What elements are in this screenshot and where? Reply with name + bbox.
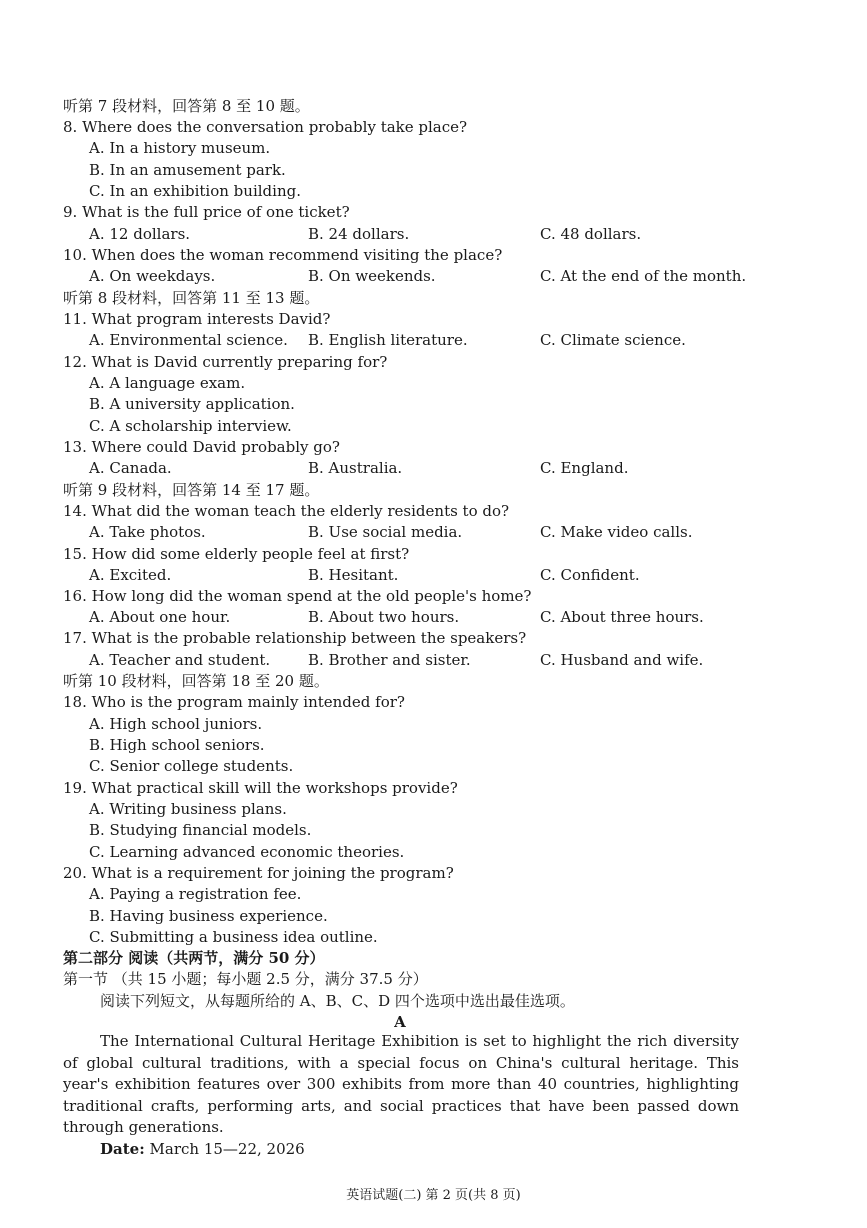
question-9-option-a: A. 12 dollars. [89,225,191,243]
question-11-option-a: A. Environmental science. [89,331,288,349]
reading-instruction: 阅读下列短文，从每题所给的 A、B、C、D 四个选项中选出最佳选项。 [100,992,575,1010]
question-14-stem: 14. What did the woman teach the elderly residents to do? [63,502,510,520]
question-17-stem: 17. What is the probable relationship between the speakers? [63,629,527,647]
question-13-option-c: C. England. [540,459,629,477]
question-11-option-c: C. Climate science. [540,331,686,349]
part-two-title: 第二部分 阅读（共两节，满分 50 分） [63,949,325,967]
question-11-option-b: B. English literature. [308,331,468,349]
question-18-option-c: C. Senior college students. [89,757,294,775]
question-18-option-a: A. High school juniors. [89,715,263,733]
question-14-option-a: A. Take photos. [89,523,206,541]
page-footer: 英语试题(二) 第 2 页(共 8 页) [346,1188,521,1203]
question-17-option-a: A. Teacher and student. [89,651,271,669]
question-10-option-b: B. On weekends. [308,267,436,285]
question-8-option-b: B. In an amusement park. [89,161,286,179]
question-13-option-a: A. Canada. [89,459,172,477]
question-18-option-b: B. High school seniors. [89,736,265,754]
question-11-stem: 11. What program interests David? [63,310,331,328]
question-13-option-b: B. Australia. [308,459,403,477]
question-14-option-b: B. Use social media. [308,523,463,541]
question-16-option-b: B. About two hours. [308,608,460,626]
date-label: Date: [100,1140,145,1158]
question-16-option-c: C. About three hours. [540,608,704,626]
passage-letter: A [394,1013,406,1031]
question-20-stem: 20. What is a requirement for joining the program? [63,864,454,882]
question-20-option-b: B. Having business experience. [89,907,328,925]
question-20-option-a: A. Paying a registration fee. [89,885,302,903]
question-19-stem: 19. What practical skill will the workshops provide? [63,779,458,797]
question-9-option-b: B. 24 dollars. [308,225,410,243]
date-value: March 15—22, 2026 [149,1140,305,1158]
question-8-option-a: A. In a history museum. [89,139,271,157]
question-16-option-a: A. About one hour. [89,608,231,626]
question-9-option-c: C. 48 dollars. [540,225,642,243]
question-20-option-c: C. Submitting a business idea outline. [89,928,378,946]
question-12-option-a: A. A language exam. [89,374,246,392]
question-15-option-b: B. Hesitant. [308,566,399,584]
section-one-title: 第一节 （共 15 小题；每小题 2.5 分，满分 37.5 分） [63,970,428,988]
question-19-option-b: B. Studying financial models. [89,821,312,839]
question-8-stem: 8. Where does the conversation probably take place? [63,118,468,136]
segment-10-header: 听第 10 段材料，回答第 18 至 20 题。 [63,672,329,690]
question-12-stem: 12. What is David currently preparing for? [63,353,388,371]
segment-8-header: 听第 8 段材料，回答第 11 至 13 题。 [63,289,320,307]
question-15-stem: 15. How did some elderly people feel at first? [63,545,410,563]
question-17-option-c: C. Husband and wife. [540,651,704,669]
segment-7-header: 听第 7 段材料，回答第 8 至 10 题。 [63,97,310,115]
question-10-option-a: A. On weekdays. [89,267,216,285]
question-15-option-a: A. Excited. [89,566,172,584]
segment-9-header: 听第 9 段材料，回答第 14 至 17 题。 [63,481,320,499]
question-17-option-b: B. Brother and sister. [308,651,471,669]
date-line [100,1139,305,1159]
question-10-option-c: C. At the end of the month. [540,267,747,285]
question-15-option-c: C. Confident. [540,566,640,584]
question-18-stem: 18. Who is the program mainly intended for? [63,693,405,711]
passage-paragraph: The International Cultural Heritage Exhibition is set to highlight the rich diversity of global cultural traditions, with a special focus on China's cultural heritage. This year's exhibition features over 300 exhibits from more than 40 countries, highlighting traditional crafts, performing arts, and social practices that have been passed down through generations. [63,1032,739,1136]
question-10-stem: 10. When does the woman recommend visiting the place? [63,246,503,264]
question-12-option-b: B. A university application. [89,395,295,413]
question-14-option-c: C. Make video calls. [540,523,693,541]
question-9-stem: 9. What is the full price of one ticket? [63,203,350,221]
question-13-stem: 13. Where could David probably go? [63,438,340,456]
question-8-option-c: C. In an exhibition building. [89,182,301,200]
question-19-option-c: C. Learning advanced economic theories. [89,843,405,861]
question-19-option-a: A. Writing business plans. [89,800,287,818]
question-12-option-c: C. A scholarship interview. [89,417,292,435]
question-16-stem: 16. How long did the woman spend at the old people's home? [63,587,532,605]
